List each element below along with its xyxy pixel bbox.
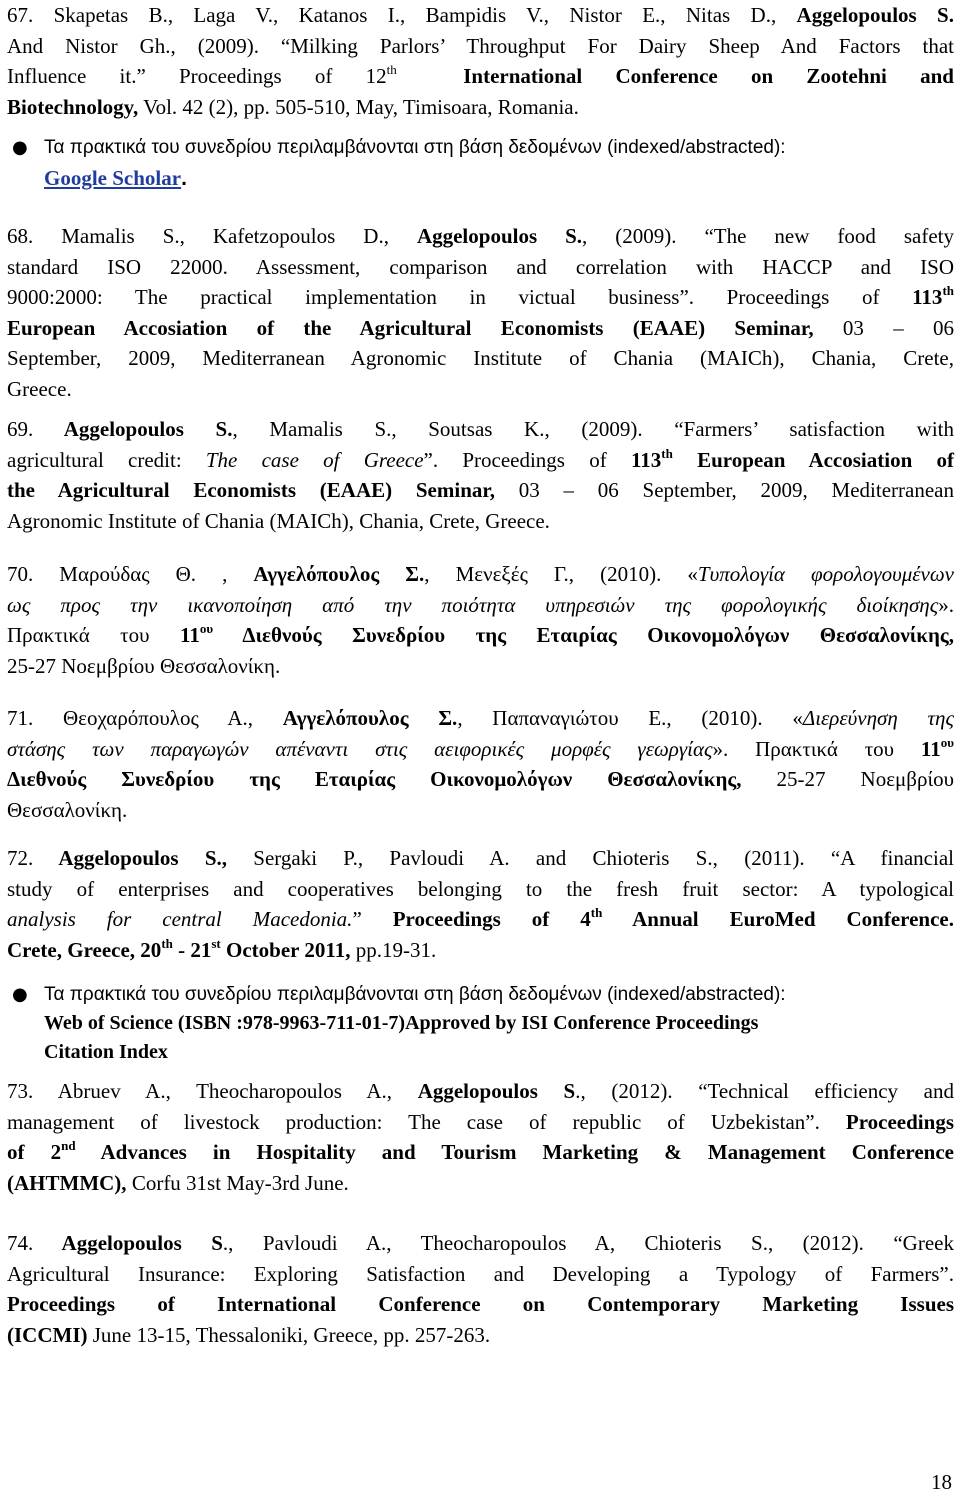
ref-title: agricultural credit: (7, 447, 206, 472)
ref-details: Corfu 31st May-3rd June. (126, 1170, 349, 1195)
reference-69 (7, 414, 954, 536)
ref-number: 69. (7, 417, 34, 441)
ref-bold-author: Aggelopoulos S (417, 1079, 576, 1103)
ref-conference-cont: Annual EuroMed Conference. (602, 907, 954, 931)
ref-text: , Μενεξές Γ., (2010). « (424, 562, 698, 586)
ref-number: 68. (7, 224, 34, 248)
ref-conference: Proceedings of 4 (392, 907, 591, 931)
ref-bold-author: Aggelopoulos S (33, 1231, 223, 1255)
ref-bold-author: Aggelopoulos S. (33, 417, 233, 441)
ref-authors: ., Pavloudi A., Theocharopoulos A, Chioteris S., (2012). “Greek (222, 1231, 954, 1255)
ref-bold-author: Αγγελόπουλος Σ. (282, 706, 458, 730)
ref-details: Θεσσαλονίκη. (7, 797, 128, 822)
ref-conference: Proceedings of International Conference on Contemporary Marketing Issues (7, 1292, 954, 1316)
reference-71 (7, 703, 954, 825)
ref-title: And Nistor Gh., (2009). “Milking Parlors’ Throughput For Dairy Sheep And Factors that (7, 33, 954, 58)
ref-conference-cont: the Agricultural Economists (EAAE) Seminar, (7, 478, 496, 502)
ref-conference-cont: Advances in Hospitality and Tourism Marketing & Management Conference (75, 1140, 954, 1164)
ref-dates: 03 – 06 September, 2009, Mediterranean (495, 478, 954, 502)
ref-conference: Διεθνούς Συνεδρίου της Εταιρίας Οικονομολόγων Θεσσαλονίκης, (7, 767, 742, 791)
ref-details: September, 2009, Mediterranean Agronomic Institute of Chania (MAICh), Chania, Crete, (7, 346, 954, 370)
ref-date-bold: October 2011, (220, 937, 351, 962)
ref-authors: Μαρούδας Θ. , (33, 562, 254, 586)
ref-text: ». (938, 592, 954, 617)
google-scholar-link[interactable]: Google Scholar (44, 166, 182, 190)
bullet-icon: ● (12, 984, 28, 1005)
indexing-text: Τα πρακτικά του συνεδρίου περιλαμβάνονται στη βάση δεδομένων (indexed/abstracted): (44, 984, 786, 1005)
ref-title-cont: Influence it.” Proceedings of 12 (7, 64, 387, 88)
ref-text: , Παπαναγιώτου Ε., (2010). « (457, 706, 803, 730)
ref-conference-cont: of 2 (7, 1140, 62, 1164)
superscript: th (590, 905, 603, 920)
superscript: th (942, 283, 954, 298)
ref-title-italic: The case of Greece (205, 447, 424, 472)
ref-dates: 25-27 Νοεμβρίου (741, 767, 954, 791)
bullet-icon: ● (12, 137, 28, 158)
ref-authors: Mamalis S., Kafetzopoulos D., (33, 224, 417, 248)
ref-conference: International Conference on Zootehni and (463, 64, 954, 88)
ref-conference: Proceedings (845, 1109, 954, 1134)
ref-conference: Διεθνούς Συνεδρίου της Εταιρίας Οικονομολόγων Θεσσαλονίκης, (213, 623, 955, 647)
ref-bold-author: Aggelopoulos S. (416, 224, 583, 248)
ref-conference-cont: Biotechnology, (7, 94, 139, 119)
superscript: th (661, 445, 673, 461)
ref-dates: 03 – 06 (813, 315, 954, 340)
ref-number: 72. (7, 846, 34, 870)
ref-details: Vol. 42 (2), pp. 505-510, May, Timisoara, Romania. (138, 94, 579, 119)
reference-72 (7, 843, 954, 965)
ref-date-bold: - 21 (172, 937, 212, 962)
ref-title-italic: Τυπολογία φορολογουμένων (697, 562, 954, 586)
reference-68 (7, 221, 954, 404)
ref-title: , (2009). “The new food safety (582, 224, 954, 248)
ref-number: 73. (7, 1079, 34, 1103)
ref-bold-author: Aggelopoulos S. (796, 3, 954, 27)
ref-number-bold: 113 (912, 285, 943, 309)
ref-number-bold: 11 (920, 736, 941, 761)
superscript: th (161, 935, 173, 951)
ref-text: ” (352, 907, 393, 931)
ref-title-cont: standard ISO 22000. Assessment, comparison and correlation with HACCP and ISO (7, 254, 954, 279)
ref-title-italic: analysis for central Macedonia. (7, 907, 353, 931)
ref-number: 74. (7, 1231, 34, 1255)
ref-conference: European Accosiation of the Agricultural Economists (EAAE) Seminar, (7, 315, 814, 340)
superscript: st (211, 935, 221, 951)
indexing-database-cont: Citation Index (44, 1041, 168, 1063)
ref-number-bold: 113 (630, 447, 662, 472)
ref-details: 25-27 Νοεμβρίου Θεσσαλονίκη. (7, 653, 281, 678)
ref-title: Agricultural Insurance: Exploring Satisfaction and Developing a Typology of Farmers”. (7, 1261, 954, 1286)
reference-74 (7, 1228, 954, 1350)
ref-conference-abbr: (AHTMMC), (7, 1170, 127, 1195)
ref-authors: Θεοχαρόπουλος Α., (33, 706, 283, 730)
ref-pages: pp.19-31. (350, 937, 437, 962)
ref-text: ”. Proceedings of (423, 447, 631, 472)
ref-bold-author: Aggelopoulos S., (33, 846, 227, 870)
ref-number: 67. (7, 3, 34, 27)
superscript: ου (199, 621, 214, 636)
superscript: th (386, 62, 397, 77)
ref-text: Πρακτικά του (7, 623, 180, 647)
ref-bold-author: Αγγελόπουλος Σ. (253, 562, 425, 586)
ref-authors: , Mamalis S., Soutsas K., (2009). “Farmers’ satisfaction with (232, 417, 954, 441)
period: . (181, 167, 187, 190)
superscript: nd (61, 1138, 76, 1153)
ref-conference-abbr: (ICCMI) (7, 1322, 88, 1347)
ref-details: Agronomic Institute of Chania (MAICh), Chania, Crete, Greece. (7, 508, 550, 533)
ref-conference: European Accosiation of (672, 447, 954, 472)
ref-authors: Skapetas B., Laga V., Katanos I., Bampidis V., Nistor E., Nitas D., (33, 3, 797, 27)
ref-title-italic-cont: ως προς την ικανοποίηση από την ποιότητα υπηρεσιών της φορολογικής διοίκησης (7, 592, 939, 617)
ref-number: 71. (7, 706, 34, 730)
superscript: ου (940, 734, 954, 750)
ref-title: ., (2012). “Technical efficiency and (575, 1079, 954, 1103)
ref-title-cont: 9000:2000: The practical implementation in victual business”. Proceedings of (7, 285, 913, 309)
indexing-text: Τα πρακτικά του συνεδρίου περιλαμβάνονται στη βάση δεδομένων (indexed/abstracted): (44, 137, 786, 158)
reference-73 (7, 1076, 954, 1198)
ref-details-end: Greece. (7, 376, 72, 401)
indexing-database: Web of Science (ISBN :978-9963-711-01-7)Approved by ISI Conference Proceedings (44, 1012, 759, 1034)
reference-67 (7, 0, 954, 122)
ref-title: study of enterprises and cooperatives belonging to the fresh fruit sector: A typological (7, 876, 954, 901)
ref-text: ». Πρακτικά του (712, 736, 921, 761)
ref-authors: Sergaki P., Pavloudi A. and Chioteris S., (2011). “A financial (227, 846, 954, 870)
ref-details: June 13-15, Thessaloniki, Greece, pp. 257-263. (87, 1322, 491, 1347)
ref-title-cont: management of livestock production: The case of republic of Uzbekistan”. (7, 1109, 846, 1134)
ref-number-bold: 11 (179, 623, 200, 647)
page-number: 18 (931, 1470, 952, 1494)
ref-title-italic-cont: στάσης των παραγωγών απέναντι στις αειφορικές μορφές γεωργίας (7, 736, 713, 761)
reference-70 (7, 559, 954, 681)
ref-title-italic: Διερεύνηση της (802, 706, 954, 730)
ref-number: 70. (7, 562, 34, 586)
ref-authors: Abruev A., Theocharopoulos A., (33, 1079, 418, 1103)
ref-location: Crete, Greece, 20 (7, 937, 162, 962)
